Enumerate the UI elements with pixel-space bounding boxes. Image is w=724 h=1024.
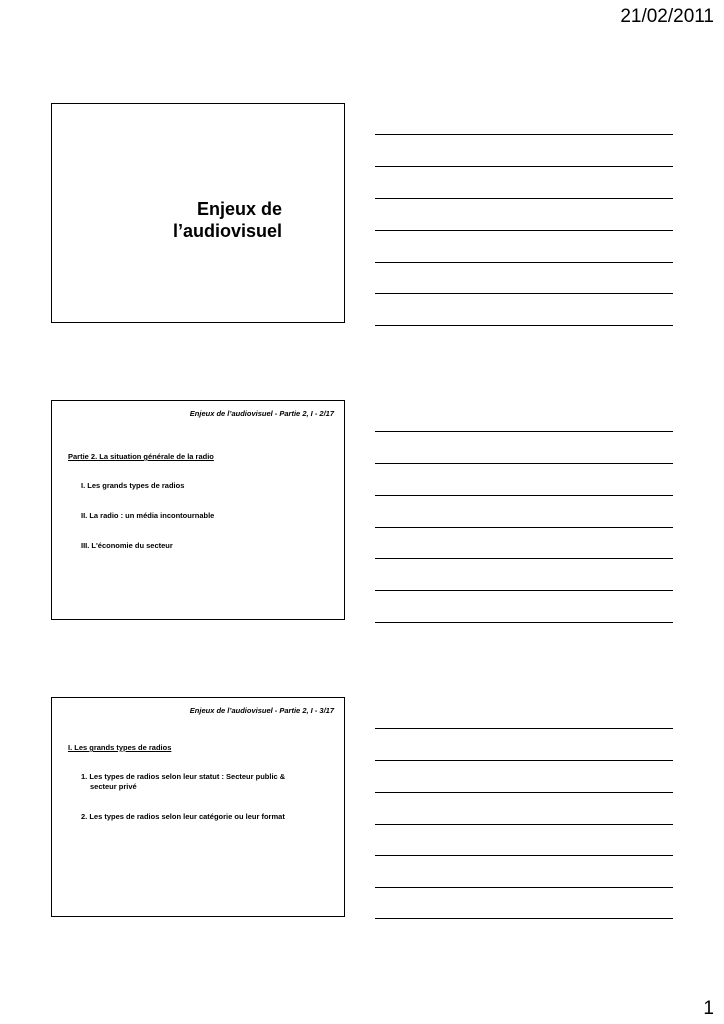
slide-header: Enjeux de l’audiovisuel - Partie 2, I - 2/17	[189, 409, 334, 418]
note-line	[375, 728, 673, 729]
outline-item-line-1: 1. Les types de radios selon leur statut : Secteur public &	[81, 772, 286, 781]
note-line	[375, 198, 673, 199]
outline-item: 2. Les types de radios selon leur catégorie ou leur format	[81, 812, 285, 821]
slide-title-line-1: Enjeux de	[196, 199, 282, 219]
note-line	[375, 230, 673, 231]
note-line	[375, 760, 673, 761]
note-line	[375, 527, 673, 528]
note-line	[375, 293, 673, 294]
outline-item: II. La radio : un média incontournable	[81, 511, 215, 520]
note-line	[375, 325, 673, 326]
note-line	[375, 590, 673, 591]
note-line	[375, 262, 673, 263]
note-line	[375, 855, 673, 856]
note-line	[375, 134, 673, 135]
note-line	[375, 463, 673, 464]
slide-2	[51, 400, 345, 620]
note-line	[375, 622, 673, 623]
slide-title	[173, 198, 282, 242]
slide-1	[51, 103, 345, 323]
note-line	[375, 887, 673, 888]
note-line	[375, 558, 673, 559]
note-line	[375, 166, 673, 167]
outline-item	[81, 772, 326, 792]
slide-3	[51, 697, 345, 917]
note-line	[375, 824, 673, 825]
outline-item: III. L'économie du secteur	[81, 541, 173, 550]
outline-item-line-2: secteur privé	[90, 782, 137, 791]
slide-header: Enjeux de l’audiovisuel - Partie 2, I - 3/17	[189, 706, 334, 715]
part-heading: I. Les grands types de radios	[68, 743, 172, 752]
slide-title-line-2: l’audiovisuel	[172, 221, 282, 241]
note-line	[375, 918, 673, 919]
part-heading: Partie 2. La situation générale de la radio	[68, 452, 214, 461]
page-date: 21/02/2011	[620, 6, 714, 27]
note-line	[375, 792, 673, 793]
note-line	[375, 431, 673, 432]
page-number: 1	[703, 998, 714, 1019]
outline-item: I. Les grands types de radios	[81, 481, 185, 490]
note-line	[375, 495, 673, 496]
